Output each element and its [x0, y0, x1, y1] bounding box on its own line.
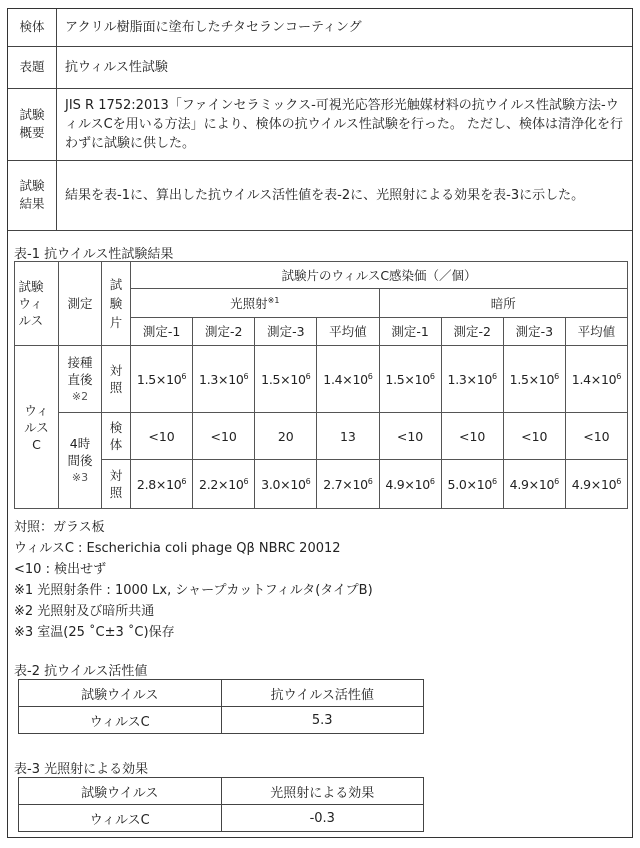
- light-effect-table: [18, 777, 424, 832]
- column-header: 測定-3: [255, 318, 317, 346]
- info-row-sample: [8, 9, 632, 46]
- value-cell: <10: [131, 413, 193, 460]
- header-virus: 試験ウィルス: [15, 262, 59, 346]
- virus-label: ウィルスC: [15, 346, 59, 509]
- value-cell: $2.8\times 10^6$: [131, 460, 193, 509]
- note: ※3 室温(25 ˚C±3 ˚C)保存: [14, 625, 175, 640]
- column-header: 平均値: [565, 318, 627, 346]
- value-cell: $1.4\times 10^6$: [565, 346, 627, 413]
- info-label: 表題: [8, 46, 57, 88]
- cell-activity: 5.3: [221, 707, 424, 734]
- value-cell: $1.3\times 10^6$: [441, 346, 503, 413]
- header-activity: 抗ウイルス活性値: [221, 680, 424, 707]
- note: ※2 光照射及び暗所共通: [14, 604, 155, 619]
- value-cell: $4.9\times 10^6$: [565, 460, 627, 509]
- info-label: 検体: [8, 9, 57, 46]
- value-cell: $1.5\times 10^6$: [255, 346, 317, 413]
- header-piece: 試験片: [102, 262, 131, 346]
- header-dark: 暗所: [379, 289, 628, 318]
- time-4h: 4時間後 ※3: [59, 413, 102, 509]
- piece-control: 対照: [102, 346, 131, 413]
- header-measure: 測定: [59, 262, 102, 346]
- value-cell: $1.3\times 10^6$: [193, 346, 255, 413]
- info-label: [8, 88, 57, 160]
- info-row-summary: [8, 88, 632, 160]
- info-label-text: 試験結果: [19, 178, 45, 211]
- value-cell: <10: [441, 413, 503, 460]
- info-row-result: [8, 160, 632, 230]
- value-cell: <10: [193, 413, 255, 460]
- info-table: [8, 9, 632, 231]
- header-light: 光照射$^{※1}$: [131, 289, 380, 318]
- note: ウィルスC : Escherichia coli phage Qβ NBRC 20012: [14, 541, 341, 556]
- note: <10 : 検出せず: [14, 562, 107, 577]
- value-cell: $2.7\times 10^6$: [317, 460, 379, 509]
- value-cell: $4.9\times 10^6$: [503, 460, 565, 509]
- time-initial: 接種直後 ※2: [59, 346, 102, 413]
- column-header: 平均値: [317, 318, 379, 346]
- cell-virus: ウィルスC: [19, 707, 222, 734]
- value-cell: $3.0\times 10^6$: [255, 460, 317, 509]
- value-cell: 13: [317, 413, 379, 460]
- antiviral-results-table: [14, 261, 628, 509]
- column-header: 測定-2: [193, 318, 255, 346]
- info-value: アクリル樹脂面に塗布したチタセランコーティング: [57, 9, 633, 46]
- notes: [14, 517, 373, 643]
- report-frame: [7, 8, 633, 838]
- info-row-title: [8, 46, 632, 88]
- column-header: 測定-2: [441, 318, 503, 346]
- note: ※1 光照射条件 : 1000 Lx, シャープカットフィルタ(タイプB): [14, 583, 373, 598]
- header-effect: 光照射による効果: [221, 778, 424, 805]
- value-cell: <10: [379, 413, 441, 460]
- value-cell: $2.2\times 10^6$: [193, 460, 255, 509]
- cell-virus: ウィルスC: [19, 805, 222, 832]
- table2-caption: 表-2 抗ウイルス活性値: [14, 664, 148, 679]
- cell-effect: -0.3: [221, 805, 424, 832]
- column-header: 測定-3: [503, 318, 565, 346]
- value-cell: 20: [255, 413, 317, 460]
- column-header: 測定-1: [131, 318, 193, 346]
- value-cell: $1.5\times 10^6$: [379, 346, 441, 413]
- value-cell: $4.9\times 10^6$: [379, 460, 441, 509]
- header-virus: 試験ウイルス: [19, 680, 222, 707]
- table3-caption: 表-3 光照射による効果: [14, 762, 149, 777]
- value-cell: $5.0\times 10^6$: [441, 460, 503, 509]
- header-virus: 試験ウイルス: [19, 778, 222, 805]
- header-group: 試験片のウィルスC感染価（／個）: [131, 262, 628, 289]
- info-label: [8, 160, 57, 230]
- value-cell: $1.5\times 10^6$: [131, 346, 193, 413]
- column-header: 測定-1: [379, 318, 441, 346]
- info-label-text: 試験概要: [19, 107, 45, 140]
- value-cell: $1.4\times 10^6$: [317, 346, 379, 413]
- info-value: 抗ウィルス性試験: [57, 46, 633, 88]
- value-cell: <10: [565, 413, 627, 460]
- info-value: 結果を表-1に、算出した抗ウイルス活性値を表-2に、光照射による効果を表-3に示した。: [57, 160, 633, 230]
- piece-sample: 検体: [102, 413, 131, 460]
- value-cell: <10: [503, 413, 565, 460]
- info-value: JIS R 1752:2013「ファインセラミックス-可視光応答形光触媒材料の抗ウイルス性試験方法-ウィルスCを用いる方法」により、検体の抗ウイルス性試験を行った。 ただし、検体は清浄化を行わずに試験に供した。: [57, 88, 633, 160]
- value-cell: $1.5\times 10^6$: [503, 346, 565, 413]
- table1-caption: 表-1 抗ウイルス性試験結果: [14, 247, 174, 262]
- activity-table: [18, 679, 424, 734]
- note: 対照：ガラス板: [14, 520, 105, 535]
- piece-control: 対照: [102, 460, 131, 509]
